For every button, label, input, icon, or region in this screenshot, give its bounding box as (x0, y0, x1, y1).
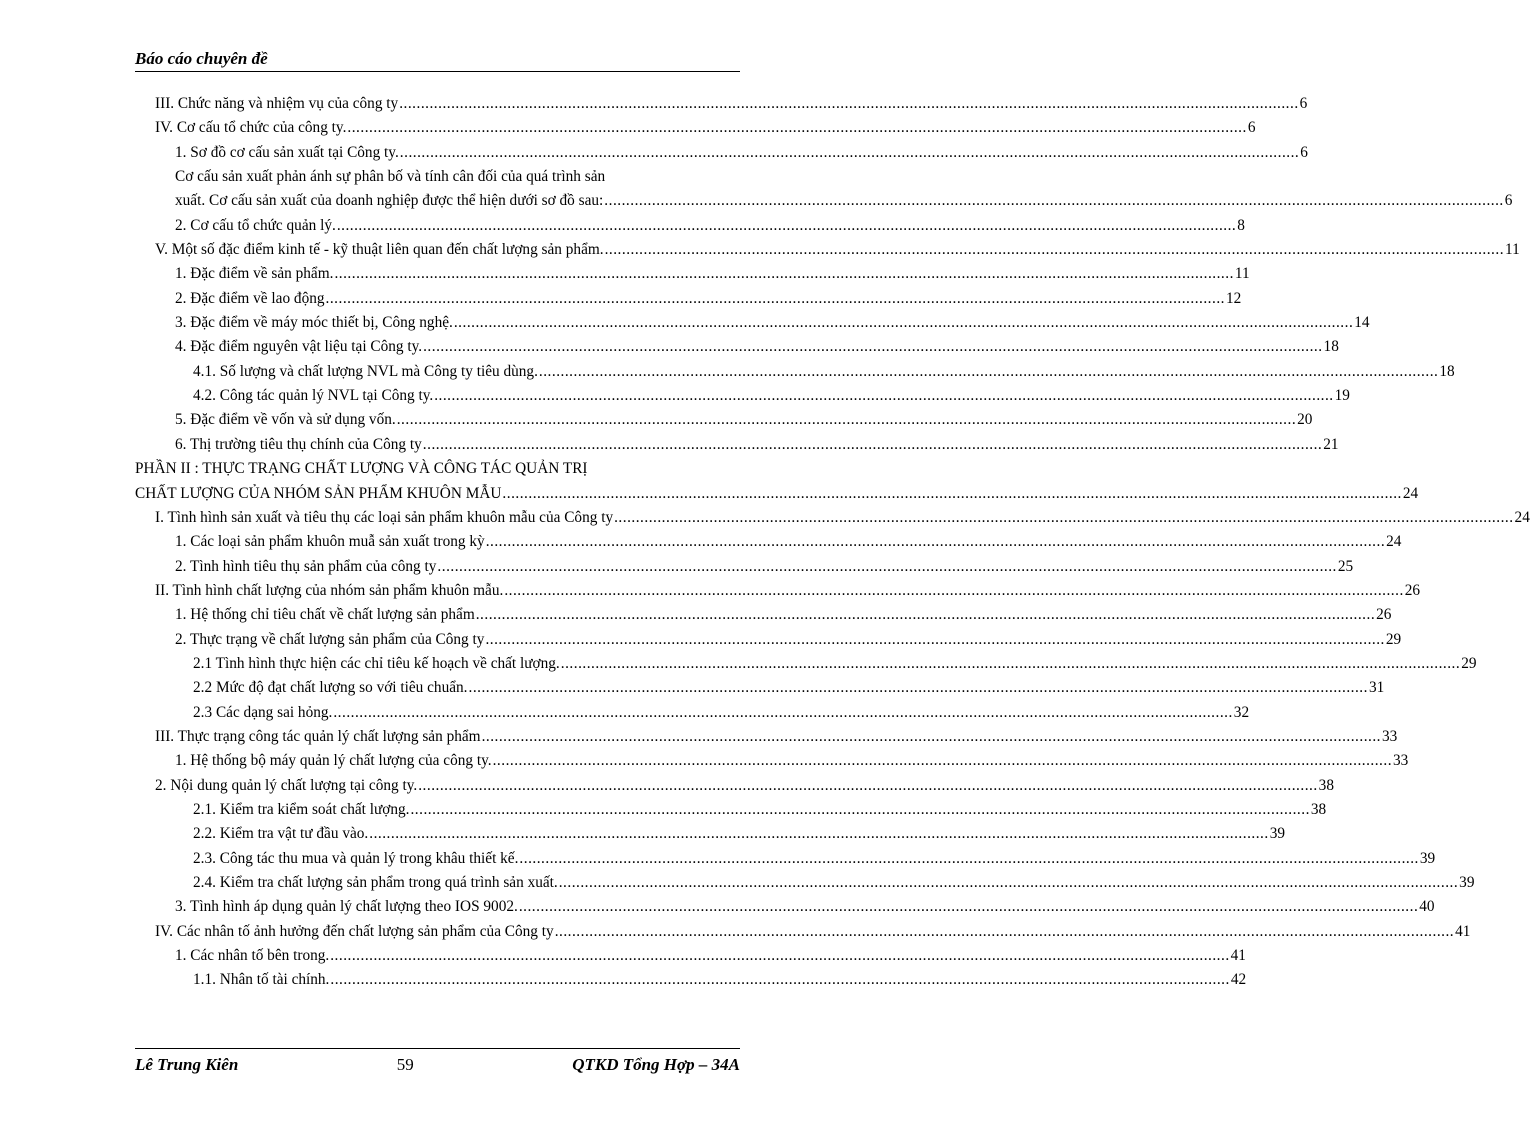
toc-entry-text: II. Tình hình chất lượng của nhóm sản phẩm khuôn mẫu. (155, 581, 504, 599)
toc-leader-dots (504, 582, 1403, 600)
toc-entry-page: 24 (1386, 533, 1402, 551)
toc-entry-text: 6. Thị trường tiêu thụ chính của Công ty (175, 435, 422, 453)
toc-entry-page: 12 (1225, 289, 1242, 307)
toc-entry-page: 38 (1318, 776, 1334, 794)
toc-leader-dots (561, 655, 1460, 673)
toc-entry-page: 39 (1269, 825, 1285, 843)
toc-entry (135, 289, 1242, 314)
toc-entry (135, 411, 1313, 435)
toc-entry-text: 1. Hệ thống bộ máy quản lý chất lượng của công ty. (175, 752, 492, 770)
toc-entry-page: 6 (1299, 95, 1308, 112)
toc-entry-page: 24 (1514, 508, 1530, 526)
toc-entry (135, 168, 757, 192)
toc-leader-dots (334, 265, 1233, 283)
toc-entry (135, 508, 1530, 533)
toc-leader-dots (476, 606, 1375, 624)
toc-entry (135, 825, 1285, 849)
toc-entry-page: 11 (1234, 265, 1250, 283)
toc-entry-text: 2.3. Công tác thu mua và quản lý trong khâu thiết kế. (193, 849, 519, 867)
toc-leader-dots (369, 825, 1268, 843)
toc-entry-page: 19 (1334, 387, 1350, 405)
footer-class: QTKD Tổng Hợp – 34A (572, 1055, 740, 1074)
toc-entry (135, 849, 1436, 874)
toc-leader-dots (482, 728, 1381, 746)
toc-entry-text: 2.3 Các dạng sai hỏng. (193, 703, 333, 721)
toc-entry-page: 41 (1230, 947, 1246, 965)
toc-leader-dots (614, 509, 1513, 527)
toc-entry-text: 1. Hệ thống chỉ tiêu chất về chất lượng sản phẩm (175, 606, 475, 624)
toc-entry-text: III. Chức năng và nhiệm vụ của công ty (155, 95, 399, 112)
toc-entry (135, 679, 1385, 703)
toc-entry-page: 29 (1385, 630, 1402, 648)
toc-entry-text: 2.2. Kiểm tra vật tư đầu vào. (193, 825, 369, 843)
toc-entry-page: 6 (1247, 119, 1256, 137)
toc-leader-dots (326, 290, 1225, 308)
toc-leader-dots (493, 752, 1392, 770)
toc-leader-dots (605, 241, 1504, 259)
toc-entry (135, 143, 1308, 168)
toc-entry-text: 3. Tình hình áp dụng quản lý chất lượng theo IOS 9002. (175, 898, 518, 916)
toc-entry (135, 776, 1334, 801)
toc-entry-text: 3. Đặc điểm về máy móc thiết bị, Công nghệ. (175, 314, 453, 332)
toc-entry-page: 6 (1504, 192, 1513, 210)
toc-leader-dots (397, 411, 1296, 429)
footer-author: Lê Trung Kiên (135, 1055, 239, 1074)
toc-leader-dots (604, 192, 1503, 210)
toc-entry (135, 484, 1419, 509)
toc-entry (135, 192, 1513, 216)
header-title: Báo cáo chuyên đề (135, 49, 268, 68)
toc-leader-dots (400, 144, 1299, 162)
toc-entry-page: 33 (1382, 727, 1398, 745)
toc-entry (135, 216, 1245, 241)
toc-entry-text: 2. Đặc điểm về lao động (175, 289, 325, 307)
toc-entry (135, 800, 1327, 825)
toc-entry (135, 581, 1421, 606)
toc-entry (135, 752, 1409, 776)
toc-entry-text: 1. Các loại sản phẩm khuôn muẫ sản xuất trong kỳ (175, 533, 485, 551)
toc-entry-text: IV. Các nhân tố ảnh hưởng đến chất lượng sản phẩm của Công ty (155, 922, 554, 940)
toc-entry-text: 1.1. Nhân tố tài chính. (193, 971, 330, 989)
page-header (135, 49, 740, 72)
toc-entry (135, 265, 1250, 289)
toc-entry (135, 533, 1402, 557)
toc-entry-text: 2. Cơ cấu tổ chức quản lý. (175, 216, 336, 234)
toc-entry-page: 18 (1323, 338, 1339, 356)
toc-entry-page: 21 (1323, 435, 1339, 453)
toc-entry (135, 971, 1247, 995)
toc-entry-page: 33 (1393, 752, 1409, 770)
toc-entry-text: 5. Đặc điểm về vốn và sử dụng vốn. (175, 411, 396, 429)
toc-entry (135, 727, 1398, 752)
toc-leader-dots (555, 923, 1454, 941)
toc-entry-text: 4.2. Công tác quản lý NVL tại Công ty. (193, 387, 434, 405)
toc-entry-text: CHẤT LƯỢNG CỦA NHÓM SẢN PHẨM KHUÔN MẪU (135, 484, 502, 502)
toc-entry-text: 1. Đặc điểm về sản phẩm. (175, 265, 334, 283)
toc-leader-dots (486, 533, 1385, 551)
toc-entry-text: PHẦN II : THỰC TRẠNG CHẤT LƯỢNG VÀ CÔNG TÁC QUẢN TRỊ (135, 460, 588, 478)
toc-leader-dots (485, 631, 1384, 649)
toc-entry-page: 20 (1297, 411, 1313, 429)
toc-entry-text: 4. Đặc điểm nguyên vật liệu tại Công ty. (175, 338, 423, 356)
toc-entry-page: 29 (1461, 654, 1477, 672)
toc-leader-dots (434, 387, 1333, 405)
toc-entry-page: 25 (1337, 557, 1354, 575)
toc-leader-dots (347, 119, 1246, 137)
toc-entry-page: 8 (1237, 216, 1245, 234)
toc-entry-text: 2. Thực trạng về chất lượng sản phẩm của Công ty (175, 630, 485, 648)
toc-entry-text: 2.2 Mức độ đạt chất lượng so với tiêu chuẩn. (193, 679, 468, 697)
toc-entry (135, 874, 1475, 898)
toc-entry-text: Cơ cấu sản xuất phản ánh sự phân bố và tính cân đối của quá trình sản (175, 168, 606, 186)
toc-entry (135, 95, 1308, 119)
toc-leader-dots (330, 947, 1229, 965)
toc-leader-dots (454, 314, 1353, 332)
toc-entry-page: 14 (1354, 314, 1370, 332)
toc-entry-text: 2. Tình hình tiêu thụ sản phẩm của công ty (175, 557, 437, 575)
toc-leader-dots (333, 704, 1232, 722)
toc-leader-dots (418, 777, 1317, 795)
toc-entry-page: 24 (1402, 484, 1419, 502)
toc-leader-dots (539, 363, 1438, 381)
toc-entry-page: 39 (1419, 849, 1436, 867)
toc-entry (135, 387, 1350, 411)
toc-leader-dots (519, 898, 1418, 916)
toc-entry (135, 362, 1455, 387)
toc-entry-text: 1. Các nhân tố bên trong. (175, 947, 330, 965)
toc-entry-page: 11 (1505, 241, 1520, 259)
toc-entry (135, 338, 1339, 362)
toc-entry (135, 947, 1246, 971)
toc-entry-page: 26 (1404, 581, 1421, 599)
toc-leader-dots (410, 801, 1309, 819)
footer-page-number: 59 (396, 1055, 414, 1074)
table-of-contents (135, 95, 1530, 996)
toc-entry-text: 2. Nội dung quản lý chất lượng tại công ty. (155, 776, 418, 794)
toc-entry (135, 460, 757, 484)
toc-entry (135, 922, 1471, 947)
toc-entry (135, 654, 1477, 679)
toc-leader-dots (330, 971, 1229, 989)
toc-entry (135, 703, 1250, 728)
toc-entry (135, 314, 1370, 338)
toc-leader-dots (399, 95, 1298, 113)
toc-entry-page: 41 (1455, 922, 1471, 940)
toc-entry (135, 606, 1392, 630)
toc-leader-dots (519, 850, 1418, 868)
toc-entry-page: 6 (1300, 143, 1308, 161)
toc-leader-dots (423, 338, 1322, 356)
toc-entry-page: 26 (1376, 606, 1392, 624)
page-footer (135, 1048, 740, 1075)
toc-entry-page: 40 (1419, 898, 1435, 916)
toc-leader-dots (437, 558, 1336, 576)
toc-entry-text: 2.4. Kiểm tra chất lượng sản phẩm trong quá trình sản xuất. (193, 874, 558, 891)
toc-entry (135, 119, 1256, 143)
toc-entry-page: 18 (1439, 362, 1455, 380)
toc-entry-text: III. Thực trạng công tác quản lý chất lượng sản phẩm (155, 727, 481, 745)
toc-entry-page: 38 (1310, 800, 1327, 818)
toc-entry-page: 31 (1368, 679, 1385, 697)
toc-entry-text: 2.1 Tình hình thực hiện các chỉ tiêu kế hoạch về chất lượng. (193, 654, 560, 672)
toc-leader-dots (337, 217, 1236, 235)
toc-entry-text: xuất. Cơ cấu sản xuất của doanh nghiệp được thể hiện dưới sơ đồ sau: (175, 192, 604, 210)
toc-entry-text: 4.1. Số lượng và chất lượng NVL mà Công ty tiêu dùng. (193, 362, 538, 380)
toc-leader-dots (502, 485, 1401, 503)
toc-entry (135, 630, 1402, 655)
toc-entry-page: 39 (1459, 874, 1475, 891)
toc-entry-text: I. Tình hình sản xuất và tiêu thụ các loại sản phẩm khuôn mẫu của Công ty (155, 508, 614, 526)
toc-entry-page: 32 (1233, 703, 1250, 721)
toc-entry-text: V. Một số đặc điểm kinh tế - kỹ thuật liên quan đến chất lượng sản phẩm. (155, 241, 604, 259)
toc-entry (135, 898, 1435, 922)
toc-entry-page: 42 (1230, 971, 1247, 989)
toc-entry-text: IV. Cơ cấu tổ chức của công ty. (155, 119, 347, 137)
toc-entry-text: 2.1. Kiểm tra kiểm soát chất lượng. (193, 800, 410, 818)
toc-entry-text: 1. Sơ đồ cơ cấu sản xuất tại Công ty. (175, 143, 399, 161)
toc-leader-dots (469, 679, 1368, 697)
toc-entry (135, 435, 1339, 460)
toc-entry (135, 557, 1354, 582)
toc-leader-dots (559, 874, 1458, 892)
toc-entry (135, 241, 1520, 265)
toc-leader-dots (423, 436, 1322, 454)
